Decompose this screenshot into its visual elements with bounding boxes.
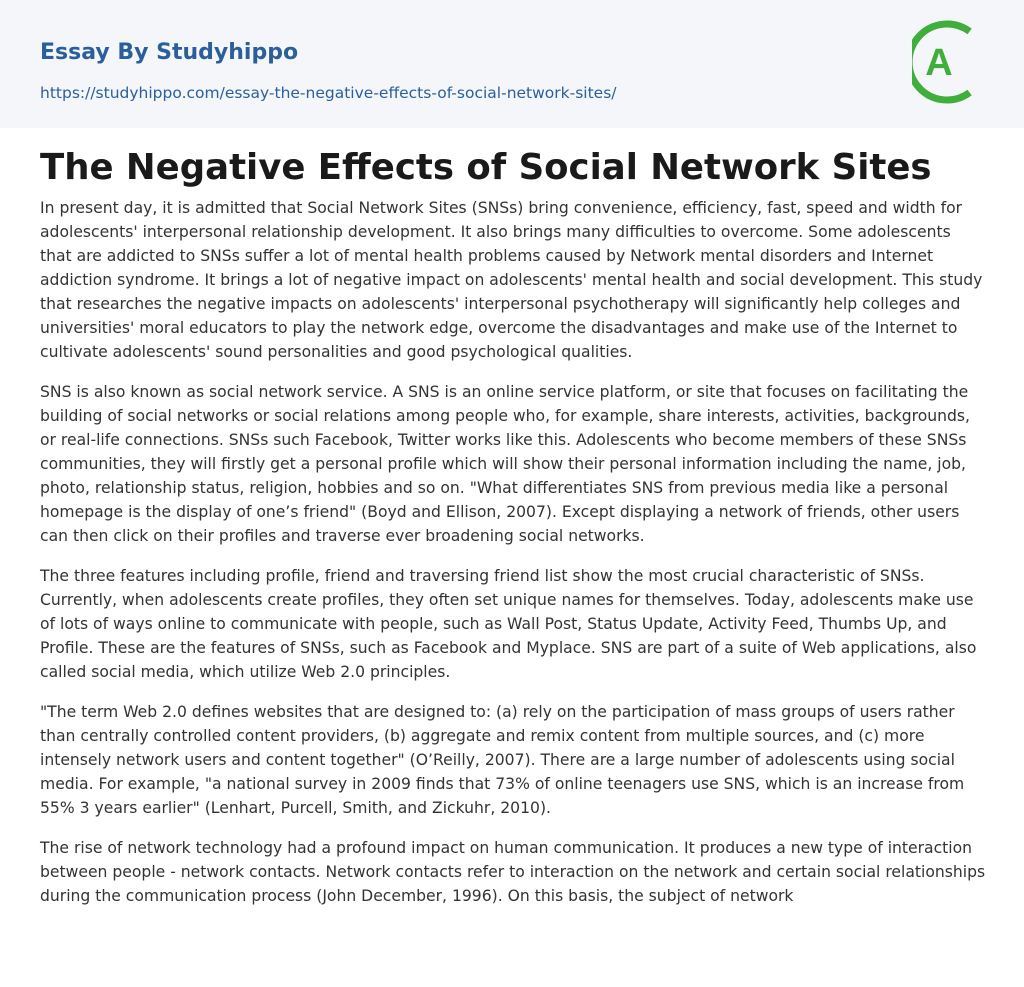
essay-paragraph: "The term Web 2.0 defines websites that are designed to: (a) rely on the participation of mass groups of users rather than centrally controlled content providers, (b) aggregate and remix content from multiple sources, and (c) more intensely network users and content together" (O’Reilly, 2007). There are a large number of adolescents using social media. For example, "a national survey in 2009 finds that 73% of online teenagers use SNS, which is an increase from 55% 3 years earlier" (Lenhart, Purcell, Smith, and Zickuhr, 2010). [40, 703, 965, 817]
source-url-link[interactable]: https://studyhippo.com/essay-the-negative-effects-of-social-network-sites/ [40, 84, 617, 102]
brand-title[interactable]: Essay By Studyhippo [40, 40, 299, 65]
essay-paragraph: In present day, it is admitted that Social Network Sites (SNSs) bring convenience, efficiency, fast, speed and width for adolescents' interpersonal relationship development. It also brings many difficulties to overcome. Some adolescents that are addicted to SNSs suffer a lot of mental health problems caused by Network mental disorders and Internet addiction syndrome. It brings a lot of negative impact on adolescents' mental health and social development. This study that researches the negative impacts on adolescents' interpersonal psychotherapy will significantly help colleges and universities' moral educators to play the network edge, overcome the disadvantages and make use of the Internet to cultivate adolescents' sound personalities and good psychological qualities. [40, 199, 983, 361]
essay-paragraph: The rise of network technology had a profound impact on human communication. It produces a new type of interaction between people - network contacts. Network contacts refer to interaction on the network and certain social relationships during the communication process (John December, 1996). On this basis, the subject of network [40, 839, 986, 905]
studyhippo-logo-icon[interactable] [912, 18, 988, 106]
essay-paragraph: The three features including profile, friend and traversing friend list show the most crucial characteristic of SNSs. Currently, when adolescents create profiles, they often set unique names for themselves. Today, adolescents make use of lots of ways online to communicate with people, such as Wall Post, Status Update, Activity Feed, Thumbs Up, and Profile. These are the features of SNSs, such as Facebook and Myplace. SNS are part of a suite of Web applications, also called social media, which utilize Web 2.0 principles. [40, 567, 977, 681]
essay-content [40, 140, 986, 924]
content-cutoff [0, 930, 1024, 987]
site-header [0, 0, 1024, 128]
logo-letter: A [925, 42, 953, 84]
page-title: The Negative Effects of Social Network Sites [40, 147, 932, 188]
essay-paragraph: SNS is also known as social network service. A SNS is an online service platform, or site that focuses on facilitating the building of social networks or social relations among people who, for example, share interests, activities, backgrounds, or real-life connections. SNSs such Facebook, Twitter works like this. Adolescents who become members of these SNSs communities, they will firstly get a personal profile which will show their personal information including the name, job, photo, relationship status, religion, hobbies and so on. "What differentiates SNS from previous media like a personal homepage is the display of one’s friend" (Boyd and Ellison, 2007). Except displaying a network of friends, other users can then click on their profiles and traverse ever broadening social networks. [40, 383, 970, 545]
